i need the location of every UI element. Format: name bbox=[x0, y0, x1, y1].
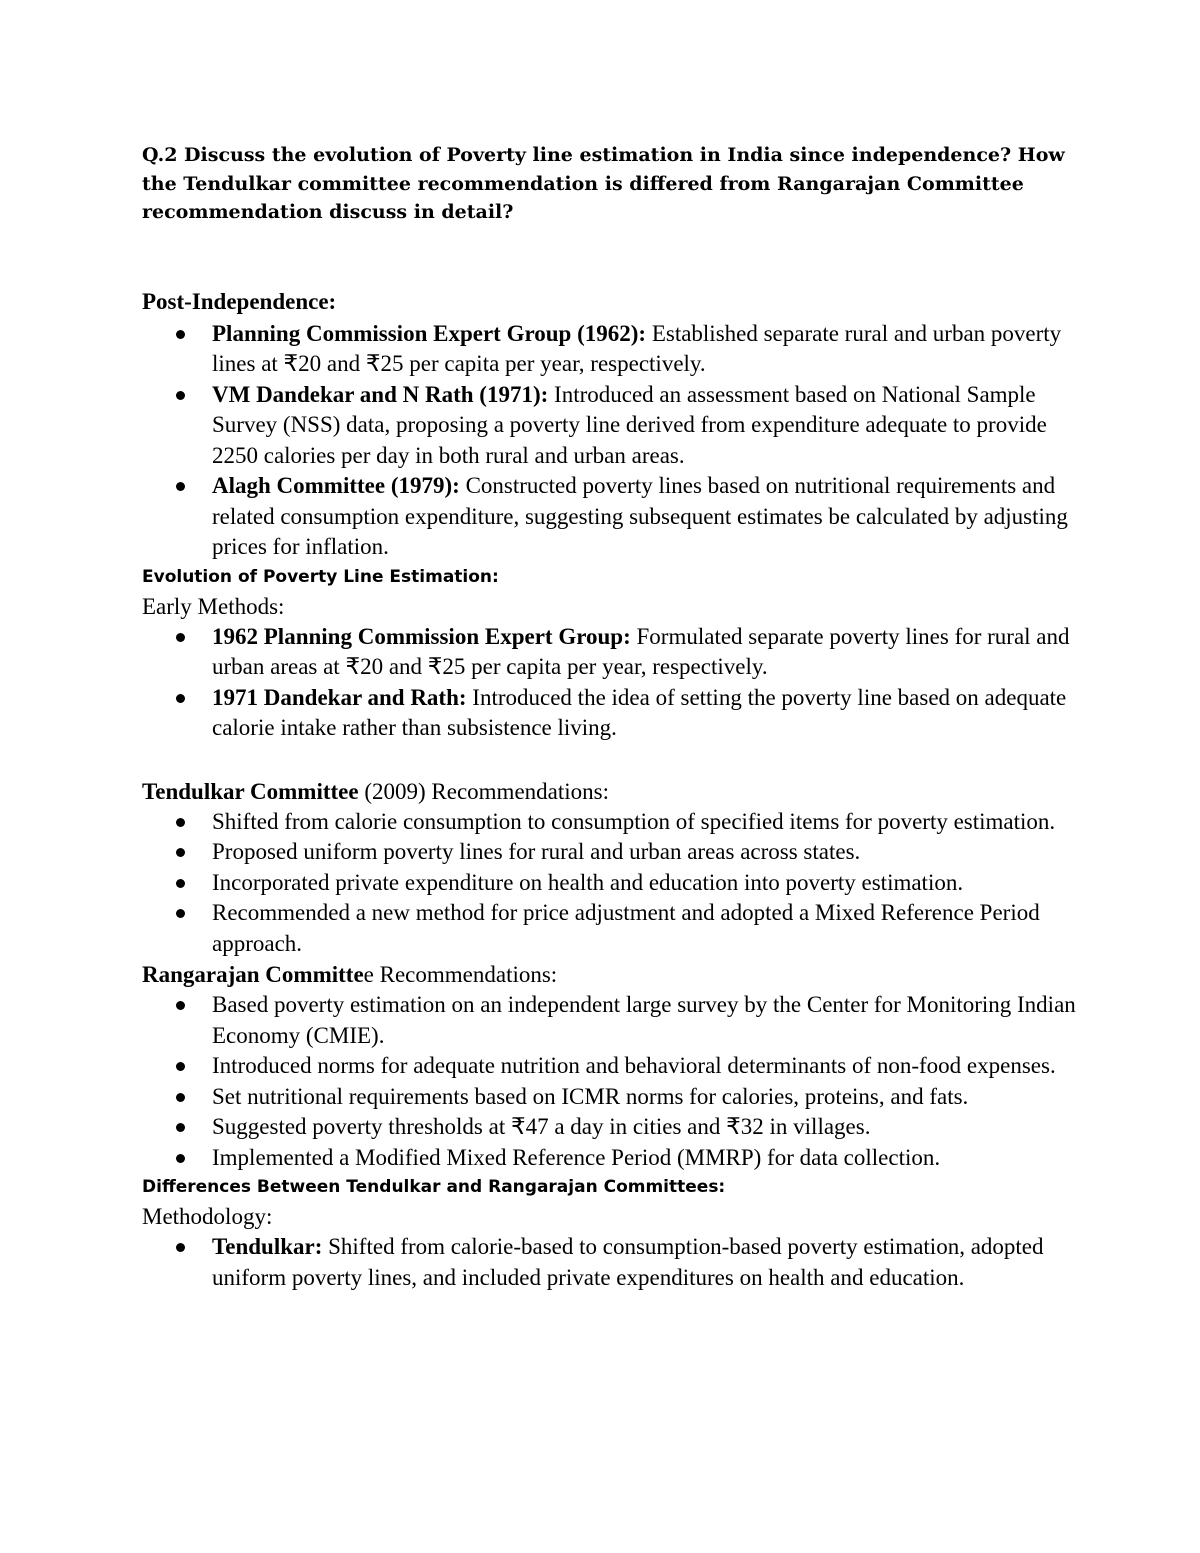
bullet-icon bbox=[176, 482, 185, 491]
differences-heading: Differences Between Tendulkar and Rangarajan Committees: bbox=[142, 1177, 726, 1197]
list-item bbox=[142, 622, 1082, 683]
item-text: Set nutritional requirements based on ICMR norms for calories, proteins, and fats. bbox=[212, 1083, 969, 1109]
list-item bbox=[142, 683, 1082, 744]
spacer bbox=[142, 744, 1082, 776]
question-text: Q.2 Discuss the evolution of Poverty line estimation in India since independence? How the Tendulkar committee recommendation is differed from Rangarajan Committee recommendation discuss in detail? bbox=[142, 144, 1065, 223]
list-item bbox=[142, 380, 1082, 472]
bullet-icon bbox=[176, 330, 185, 339]
methodology-subheading: Methodology: bbox=[142, 1204, 273, 1229]
item-label: 1971 Dandekar and Rath: bbox=[212, 684, 467, 710]
item-text: Suggested poverty thresholds at ₹47 a day in cities and ₹32 in villages. bbox=[212, 1114, 871, 1139]
list-item bbox=[142, 990, 1082, 1051]
bullet-icon bbox=[176, 391, 185, 400]
list-item bbox=[142, 471, 1082, 563]
bullet-icon bbox=[176, 694, 185, 703]
rangarajan-heading: Rangarajan Committee Recommendations: bbox=[142, 962, 558, 987]
bullet-icon bbox=[176, 1001, 185, 1010]
differences-list bbox=[142, 1232, 1082, 1293]
bullet-icon bbox=[176, 1154, 185, 1163]
item-text: Based poverty estimation on an independent large survey by the Center for Monitoring Indian Economy (CMIE). bbox=[212, 992, 1076, 1048]
item-label: Tendulkar: bbox=[212, 1234, 323, 1259]
item-label: Planning Commission Expert Group (1962): bbox=[212, 320, 647, 346]
early-methods-list bbox=[142, 622, 1082, 744]
list-item bbox=[142, 837, 1082, 868]
list-item bbox=[142, 1051, 1082, 1082]
bullet-icon bbox=[176, 848, 185, 857]
item-text: Constructed poverty lines based on nutritional requirements and related consumption expenditure, suggesting subsequent estimates be calculated by adjusting prices for inflation. bbox=[212, 473, 1068, 559]
list-item bbox=[142, 898, 1082, 959]
post-independence-heading: Post-Independence: bbox=[142, 289, 337, 314]
item-text: Introduced an assessment based on National Sample Survey (NSS) data, proposing a poverty line derived from expenditure adequate to provide 2250 calories per day in both rural and urban areas. bbox=[212, 381, 1047, 468]
list-item bbox=[142, 807, 1082, 838]
post-independence-list bbox=[142, 319, 1082, 563]
bullet-icon bbox=[176, 1243, 185, 1252]
bullet-icon bbox=[176, 879, 185, 888]
tendulkar-list bbox=[142, 807, 1082, 960]
item-text: Introduced the idea of setting the poverty line based on adequate calorie intake rather than subsistence living. bbox=[212, 684, 1067, 740]
bullet-icon bbox=[176, 909, 185, 918]
item-label: 1962 Planning Commission Expert Group: bbox=[212, 623, 631, 649]
bullet-icon bbox=[176, 1123, 185, 1132]
bullet-icon bbox=[176, 633, 185, 642]
bullet-icon bbox=[176, 1062, 185, 1071]
list-item bbox=[142, 1082, 1082, 1113]
item-text: Recommended a new method for price adjustment and adopted a Mixed Reference Period approach. bbox=[212, 900, 1040, 956]
item-text: Implemented a Modified Mixed Reference Period (MMRP) for data collection. bbox=[212, 1144, 941, 1170]
item-text: Shifted from calorie consumption to consumption of specified items for poverty estimation. bbox=[212, 808, 1056, 834]
bullet-icon bbox=[176, 818, 185, 827]
rangarajan-list bbox=[142, 990, 1082, 1173]
item-label: VM Dandekar and N Rath (1971): bbox=[212, 381, 549, 407]
document-body bbox=[142, 287, 1082, 1293]
item-text: Proposed uniform poverty lines for rural and urban areas across states. bbox=[212, 839, 861, 864]
item-label: Alagh Committee (1979): bbox=[212, 473, 460, 498]
item-text: Established separate rural and urban poverty lines at ₹20 and ₹25 per capita per year, respectively. bbox=[212, 320, 1062, 376]
early-methods-subheading: Early Methods: bbox=[142, 593, 285, 619]
tendulkar-heading: Tendulkar Committee (2009) Recommendations: bbox=[142, 778, 609, 804]
list-item bbox=[142, 1232, 1082, 1293]
list-item bbox=[142, 319, 1082, 380]
item-text: Incorporated private expenditure on health and education into poverty estimation. bbox=[212, 869, 964, 895]
list-item bbox=[142, 1112, 1082, 1143]
item-text: Formulated separate poverty lines for rural and urban areas at ₹20 and ₹25 per capita per year, respectively. bbox=[212, 623, 1070, 679]
evolution-heading: Evolution of Poverty Line Estimation: bbox=[142, 566, 499, 587]
bullet-icon bbox=[176, 1093, 185, 1102]
item-text: Shifted from calorie-based to consumption-based poverty estimation, adopted uniform poverty lines, and included private expenditures on health and education. bbox=[212, 1234, 1044, 1290]
list-item bbox=[142, 1143, 1082, 1174]
item-text: Introduced norms for adequate nutrition and behavioral determinants of non-food expenses. bbox=[212, 1053, 1056, 1078]
list-item bbox=[142, 868, 1082, 899]
